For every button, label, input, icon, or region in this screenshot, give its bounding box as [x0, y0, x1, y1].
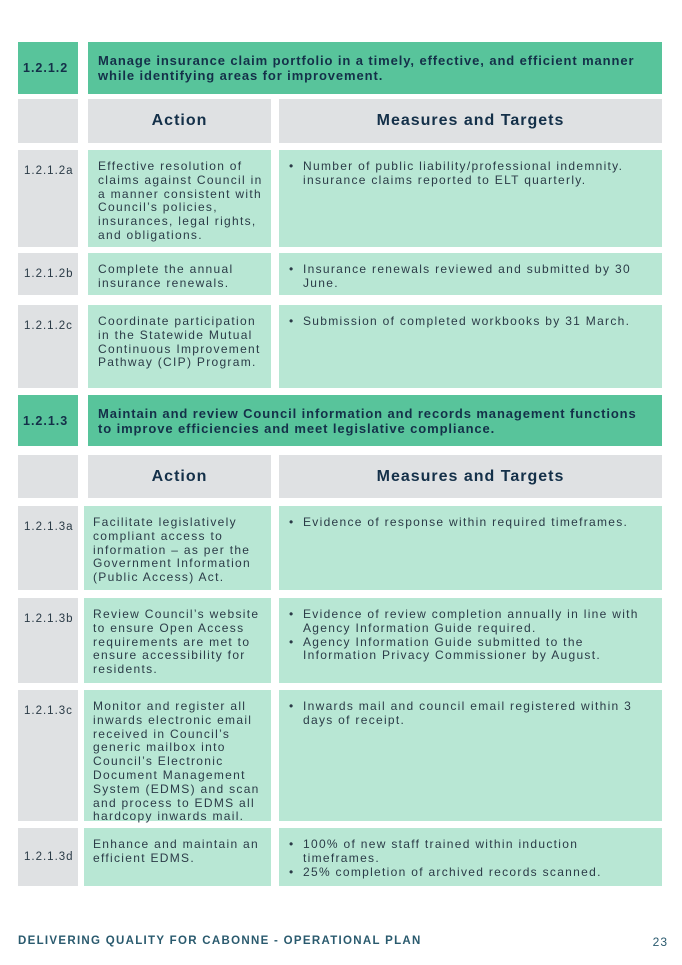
row-id: 1.2.1.3a [18, 506, 78, 590]
row-action: Effective resolution of claims against Council in a manner consistent with Council’s policies, insurances, legal rights, and obligations. [88, 150, 271, 247]
row-id: 1.2.1.3b [18, 598, 78, 683]
row-measures [279, 150, 662, 247]
row-action: Facilitate legislatively compliant access to information – as per the Government Information (Public Access) Act. [84, 506, 271, 590]
page-number: 23 [652, 935, 668, 949]
section-id: 1.2.1.3 [18, 395, 78, 446]
measure-item: • Submission of completed workbooks by 31 March. [289, 315, 654, 329]
row-measures [279, 305, 662, 388]
row-action: Review Council’s website to ensure Open Access requirements are met to ensure accessibility for residents. [84, 598, 271, 683]
measure-item: • Evidence of response within required timeframes. [289, 516, 654, 530]
measure-item: • Insurance renewals reviewed and submitted by 30 June. [289, 263, 654, 291]
row-id: 1.2.1.2a [18, 150, 78, 247]
action-column-header: Action [88, 99, 271, 143]
measure-item: • Number of public liability/professional indemnity. insurance claims reported to ELT quarterly. [289, 160, 654, 188]
measures-column-header: Measures and Targets [279, 455, 662, 498]
footer-title: DELIVERING QUALITY FOR CABONNE - OPERATIONAL PLAN [18, 935, 422, 947]
row-action: Enhance and maintain an efficient EDMS. [84, 828, 271, 886]
section-id: 1.2.1.2 [18, 42, 78, 94]
row-measures [279, 690, 662, 821]
header-blank-cell [18, 99, 78, 143]
action-column-header: Action [88, 455, 271, 498]
row-measures [279, 828, 662, 886]
header-blank-cell [18, 455, 78, 498]
measure-item: • Inwards mail and council email registered within 3 days of receipt. [289, 700, 654, 728]
row-id: 1.2.1.2b [18, 253, 78, 295]
measure-item: • Agency Information Guide submitted to the Information Privacy Commissioner by August. [289, 636, 654, 664]
row-measures [279, 598, 662, 683]
row-id: 1.2.1.3c [18, 690, 78, 821]
measures-column-header: Measures and Targets [279, 99, 662, 143]
measure-item: • Evidence of review completion annually in line with Agency Information Guide required. [289, 608, 654, 636]
measure-item: • 25% completion of archived records scanned. [289, 866, 654, 880]
row-measures [279, 253, 662, 295]
section-objective: Maintain and review Council information and records management functions to improve efficiencies and meet legislative compliance. [88, 395, 662, 446]
row-action: Complete the annual insurance renewals. [88, 253, 271, 295]
measure-item: • 100% of new staff trained within induction timeframes. [289, 838, 654, 866]
row-measures [279, 506, 662, 590]
row-action: Monitor and register all inwards electronic email received in Council’s generic mailbox into Council’s Electronic Document Management System (EDMS) and scan and process to EDMS all hardcopy inwards mail. [84, 690, 271, 821]
row-action: Coordinate participation in the Statewide Mutual Continuous Improvement Pathway (CIP) Program. [88, 305, 271, 388]
section-objective: Manage insurance claim portfolio in a timely, effective, and efficient manner while identifying areas for improvement. [88, 42, 662, 94]
row-id: 1.2.1.2c [18, 305, 78, 388]
row-id: 1.2.1.3d [18, 828, 78, 886]
